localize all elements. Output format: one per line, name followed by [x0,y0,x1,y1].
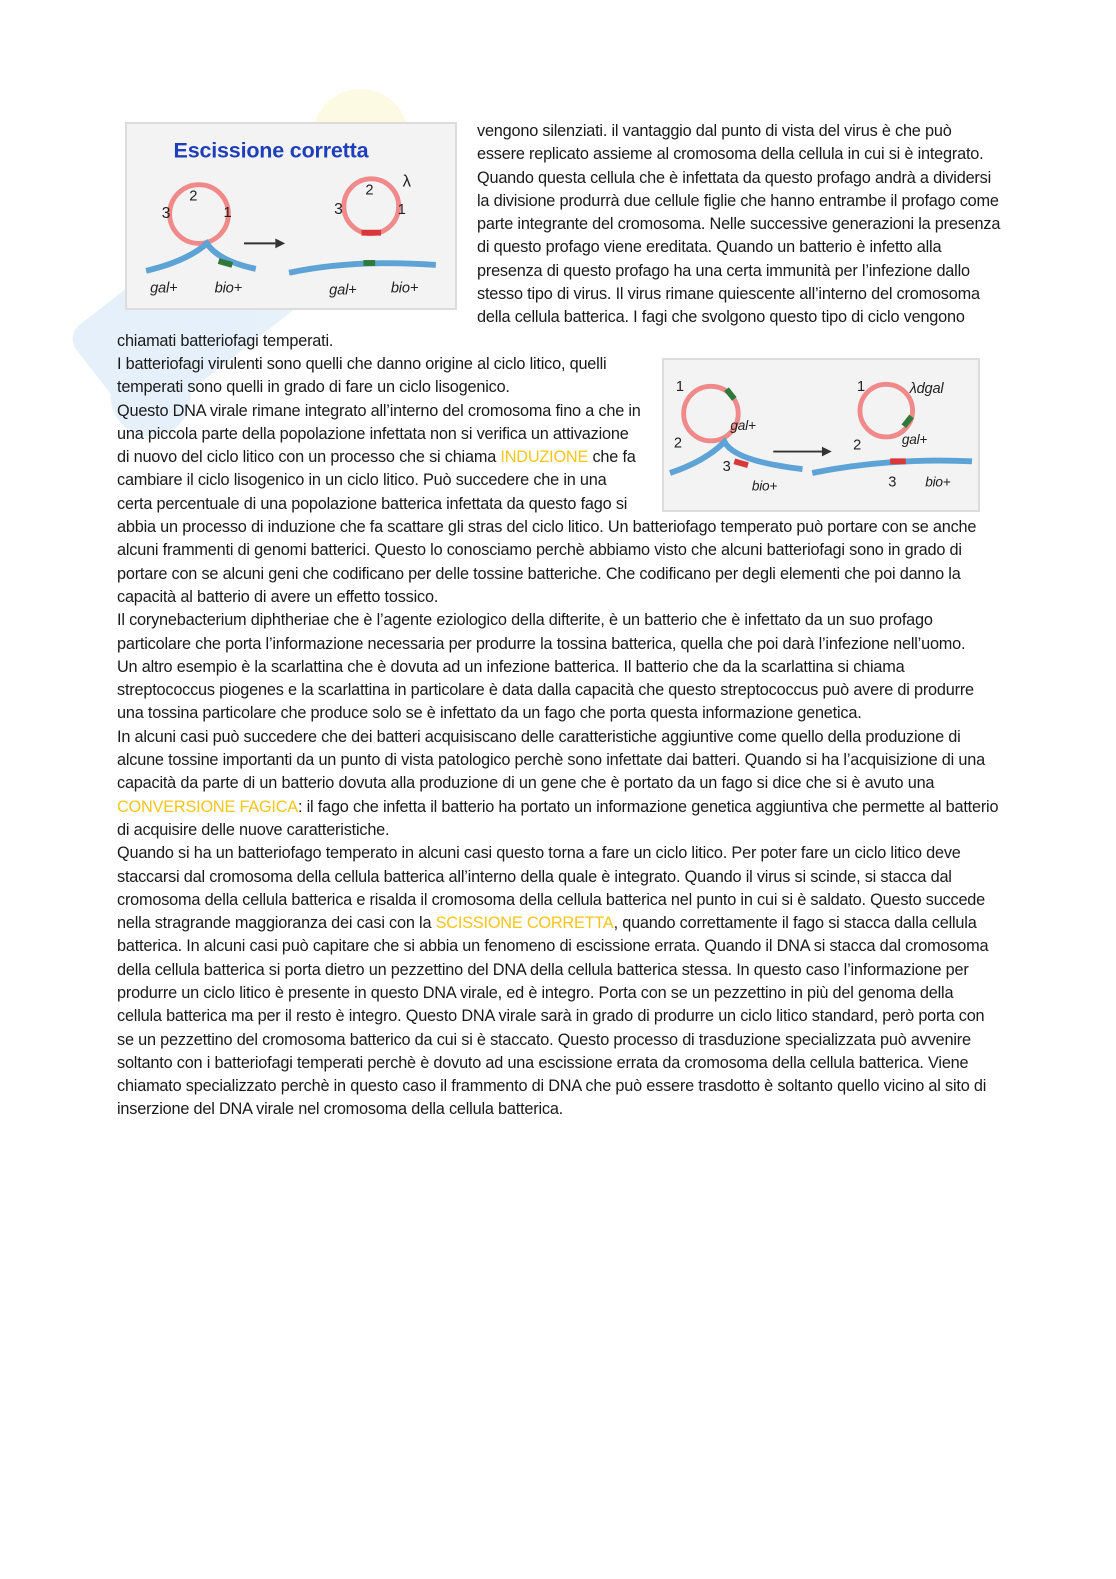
label-3-right: 3 [888,474,897,491]
paragraph-5: Un altro esempio è la scarlattina che è dovuta ad un infezione batterica. Il batterio che da la scarlattina si chiama streptococcus piogenes e la scarlattina in particolare è data dalla capacità che questo streptococcus può avere di produrre una tossina particolare che produce solo se è infettato da un fago che porta questa informazione genetica. [117,657,974,723]
paragraph-7 [117,842,1002,1122]
term-scissione-corretta: SCISSIONE CORRETTA [435,914,614,933]
phage-loop-left [170,185,232,244]
gal-segment-left [727,389,735,399]
label-1-right: 1 [857,379,865,396]
paragraph-7-end: , quando correttamente il fago si stacca dalla cellula batterica. In alcuni casi può capitare che si abbia un fenomeno di escissione errata. Quando il DNA si stacca dal cromosoma della cellula batterica si porta dietro un pezzettino del DNA della cellula batterica stessa. In questo caso l’informazione per produrre un ciclo litico è presente in questo DNA virale, ed è integro. Porta con se un pezzettino in più del genoma della cellula batterica ma per il resto è integro. Questo DNA virale sarà in grado di produrre un ciclo litico standard, però porta con se un pezzettino del cromosoma batterico da cui si è staccato. Questo processo di trasduzione specializzata può avvenire soltanto con i batteriofagi temperati perchè è dovuto ad una escissione errata da cromosoma della cellula batterica. Viene chiamato specializzato perchè in questo caso il frammento di DNA che può essere trasdotto è soltanto quello vicino al sito di inserzione del DNA virale nel cromosoma della cellula batterica. [117,914,989,1119]
label-3-left: 3 [161,204,171,222]
paragraph-2: I batteriofagi virulenti sono quelli che danno origine al ciclo litico, quelli temperati sono quelli in grado di fare un ciclo lisogenico. [117,354,607,397]
term-induzione: INDUZIONE [500,448,589,467]
label-2-left: 2 [673,435,682,452]
label-3-left: 3 [722,459,731,476]
label-3-right: 3 [334,201,343,219]
label-2-right: 2 [853,437,862,454]
paragraph-3-end: che fa cambiare il ciclo lisogenico in un ciclo litico. Può succedere che in una certa percentuale di una popolazione batterica infettata da questo fago si abbia un processo di induzione che fa scattare gli stras del ciclo litico. Un batteriofago temperato può portare con se anche alcuni frammenti di genomi batterici. Questo lo conosciamo perchè abbiamo visto che alcuni batteriofagi sono in grado di portare con se alcuni geni che codificano per delle tossine batteriche. Che codificano per degli elementi che poi danno la capacità al batterio di avere un effetto tossico. [117,448,977,606]
figure-escissione-corretta [125,122,457,310]
label-1-right: 1 [397,202,406,219]
bacterial-chromosome-left [670,442,802,476]
label-gal-left: gal+ [730,418,756,434]
label-bio-left: bio+ [214,280,243,297]
bacterial-chromosome-left [146,243,256,270]
label-bio-left: bio+ [751,478,778,494]
bacterial-chromosome-right [289,263,436,273]
document-body [117,120,1002,1122]
label-gal-left: gal+ [150,280,178,297]
figure-title: Escissione corretta [173,138,369,163]
label-1-left: 1 [675,379,684,396]
paragraph-3-start: Questo DNA virale rimane integrato all’interno del cromosoma fino a che in una piccola parte della popolazione infettata non si verifica un attivazione di nuovo del ciclo litico con un processo che si chiama [117,401,641,467]
diagram-incorrect-excision [664,360,978,510]
paragraph-6-start: In alcuni casi può succedere che dei batteri acquisiscano delle caratteristiche aggiuntive come quello della produzione di alcune tossine importanti da un punto di vista patologico perchè sono infettate dai batteri. Quando si ha l’acquisizione di una capacità da parte di un batterio dovuta alla produzione di un gene che è portato da un fago si dice che si è avuto una [117,727,985,793]
paragraph-6 [117,726,1002,842]
paragraph-4: Il corynebacterium diphtheriae che è l’agente eziologico della difterite, è un batterio che è infettato da un suo profago particolare che porta l’informazione necessaria per produrre la tossina batterica, quella che poi darà l’infezione nell’uomo. [117,611,966,653]
label-lambda: λ [402,171,411,191]
arrow-head [822,447,832,457]
term-conversione-fagica: CONVERSIONE FAGICA [117,797,298,816]
paragraph-6-end: : il fago che infetta il batterio ha portato un informazione genetica aggiuntiva che permette al batterio di acquisire delle nuove caratteristiche. [117,797,999,839]
label-gal-right: gal+ [901,431,928,447]
label-bio-right: bio+ [925,474,951,490]
paragraph-7-start: Quando si ha un batteriofago temperato in alcuni casi questo torna a fare un ciclo litico. Per poter fare un ciclo litico deve staccarsi dal cromosoma della cellula batterica all’interno della quale è integrato. Quando il virus si scinde, si stacca dal cromosoma della cellula batterica e risalda il cromosoma della cellula batterica nel punto in cui si è saldato. Questo succede nella stragrande maggioranza dei casi con la [117,844,986,933]
label-gal-right: gal+ [329,282,357,299]
figure-escissione-errata [662,358,980,512]
att-site-left [219,261,233,265]
label-bio-right: bio+ [390,280,419,297]
arrow-head [275,239,285,249]
label-2-right: 2 [365,182,374,199]
paragraph-1: vengono silenziati. il vantaggio dal punto di vista del virus è che può essere replicato assieme al cromosoma della cellula in cui si è integrato. Quando questa cellula che è infettata da questo profago andrà a dividersi la divisione produrrà due cellule figlie che hanno entrambe il profago come parte integrante del cromosoma. Nelle successive generazioni la presenza di questo profago viene ereditata. Quando un batterio è infetto alla presenza di questo profago ha una certa immunità per l’infezione dallo stesso tipo di virus. Il virus rimane quiescente all’interno del cromosoma della cellula batterica. I fagi che svolgono questo tipo di ciclo vengono chiamati batteriofagi temperati. [117,122,1001,350]
label-2-left: 2 [189,188,198,205]
att-site-left [734,461,748,465]
label-lambda-dgal: λdgal [909,381,944,398]
label-1-left: 1 [223,204,232,221]
phage-loop-right [860,384,913,437]
diagram-correct-excision [127,124,455,308]
